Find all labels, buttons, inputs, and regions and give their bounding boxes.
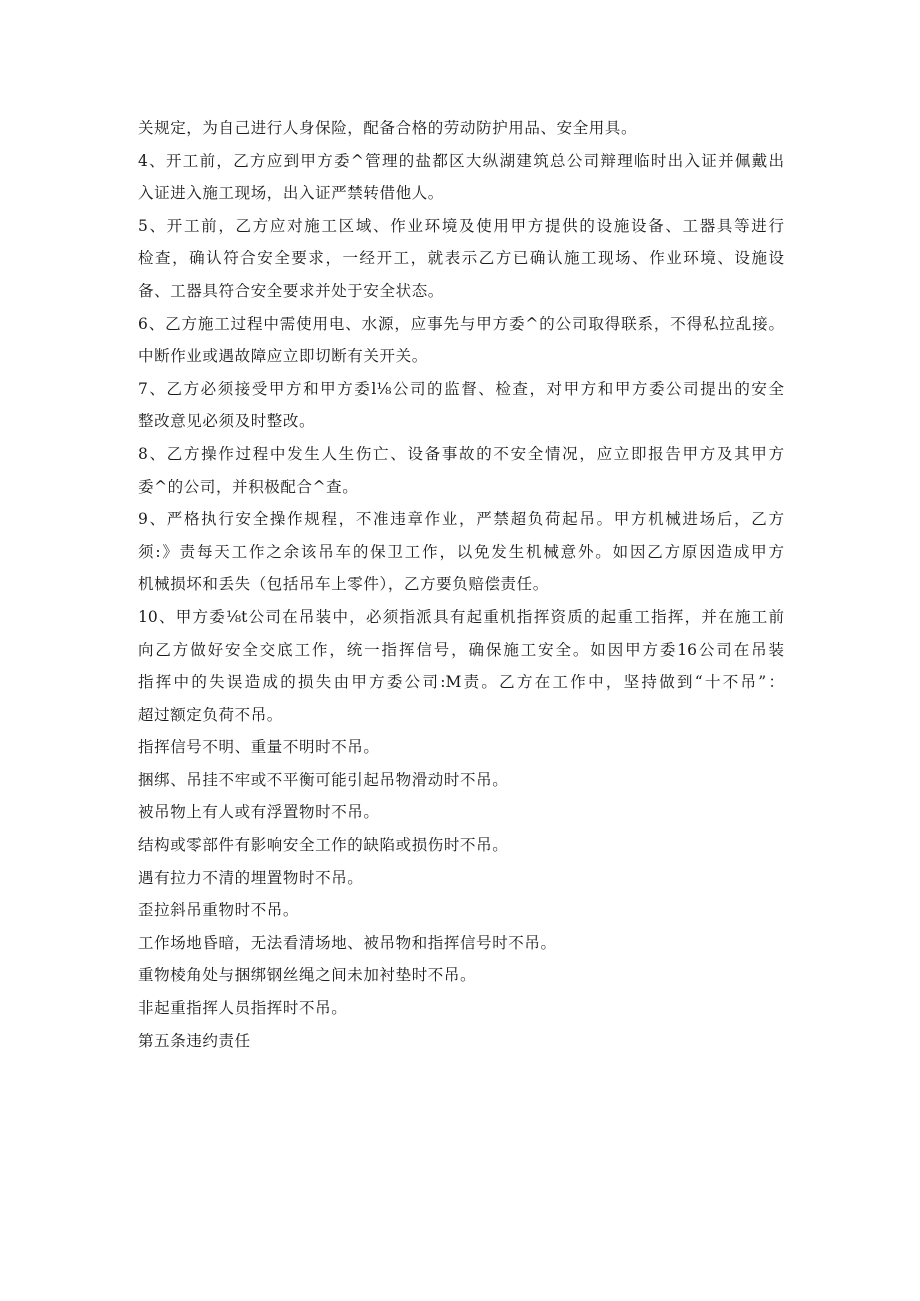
text-line: 备、工器具符合安全要求并处于安全状态。 (138, 281, 444, 300)
text-line: 检查，确认符合安全要求，一经开工，就表示乙方已确认施工现场、作业环境、设施设 (138, 249, 784, 268)
text-line: 非起重指挥人员指挥时不吊。 (138, 999, 348, 1018)
text-line: 入证进入施工现场，出入证严禁转借他人。 (138, 184, 444, 203)
text-line: 须:》责每天工作之余该吊车的保卫工作，以免发生机械意外。如因乙方原因造成甲方 (138, 542, 784, 561)
section-heading: 第五条违约责任 (138, 1031, 251, 1050)
text-line: 中断作业或遇故障应立即切断有关开关。 (138, 347, 428, 366)
text-line: 遇有拉力不清的埋置物时不吊。 (138, 868, 364, 887)
text-line: 捆绑、吊挂不牢或不平衡可能引起吊物滑动时不吊。 (138, 770, 509, 789)
text-line: 机械损坏和丢失（包括吊车上零件），乙方要负赔偿责任。 (138, 575, 549, 594)
document-body (138, 112, 784, 1057)
text-line: 向乙方做好安全交底工作，统一指挥信号，确保施工安全。如因甲方委16公司在吊装 (138, 640, 784, 659)
text-line: 5、开工前，乙方应对施工区域、作业环境及使用甲方提供的设施设备、工器具等进行 (138, 216, 784, 235)
text-line: 被吊物上有人或有浮置物时不吊。 (138, 803, 380, 822)
text-line: 8、乙方操作过程中发生人生伤亡、设备事故的不安全情况，应立即报告甲方及其甲方 (138, 444, 784, 463)
text-line: 6、乙方施工过程中需使用电、水源，应事先与甲方委^的公司取得联系，不得私拉乱接。 (138, 314, 784, 333)
text-line: 结构或零部件有影响安全工作的缺陷或损伤时不吊。 (138, 836, 509, 855)
text-line: 7、乙方必须接受甲方和甲方委l⅛公司的监督、检查，对甲方和甲方委公司提出的安全 (138, 379, 784, 398)
text-line: 重物棱角处与捆绑钢丝绳之间未加衬垫时不吊。 (138, 966, 477, 985)
text-line: 工作场地昏暗，无法看清场地、被吊物和指挥信号时不吊。 (138, 933, 557, 952)
text-line: 歪拉斜吊重物时不吊。 (138, 901, 300, 920)
text-line: 4、开工前，乙方应到甲方委^管理的盐都区大纵湖建筑总公司辩理临时出入证并佩戴出 (138, 151, 784, 170)
text-line: 10、甲方委⅛t公司在吊装中，必须指派具有起重机指挥资质的起重工指挥，并在施工前 (138, 607, 784, 626)
text-line: 指挥信号不明、重量不明时不吊。 (138, 738, 380, 757)
text-line: 指挥中的失误造成的损失由甲方委公司:M责。乙方在工作中，坚持做到“十不吊”： (138, 673, 784, 692)
text-line: 委^的公司，并积极配合^查。 (138, 477, 359, 496)
text-line: 整改意见必须及时整改。 (138, 412, 316, 431)
text-line: 关规定，为自己进行人身保险，配备合格的劳动防护用品、安全用具。 (138, 119, 638, 137)
text-line: 9、严格执行安全操作规程，不准违章作业，严禁超负荷起吊。甲方机械进场后，乙方 (138, 510, 784, 529)
text-line: 超过额定负荷不吊。 (138, 705, 283, 724)
